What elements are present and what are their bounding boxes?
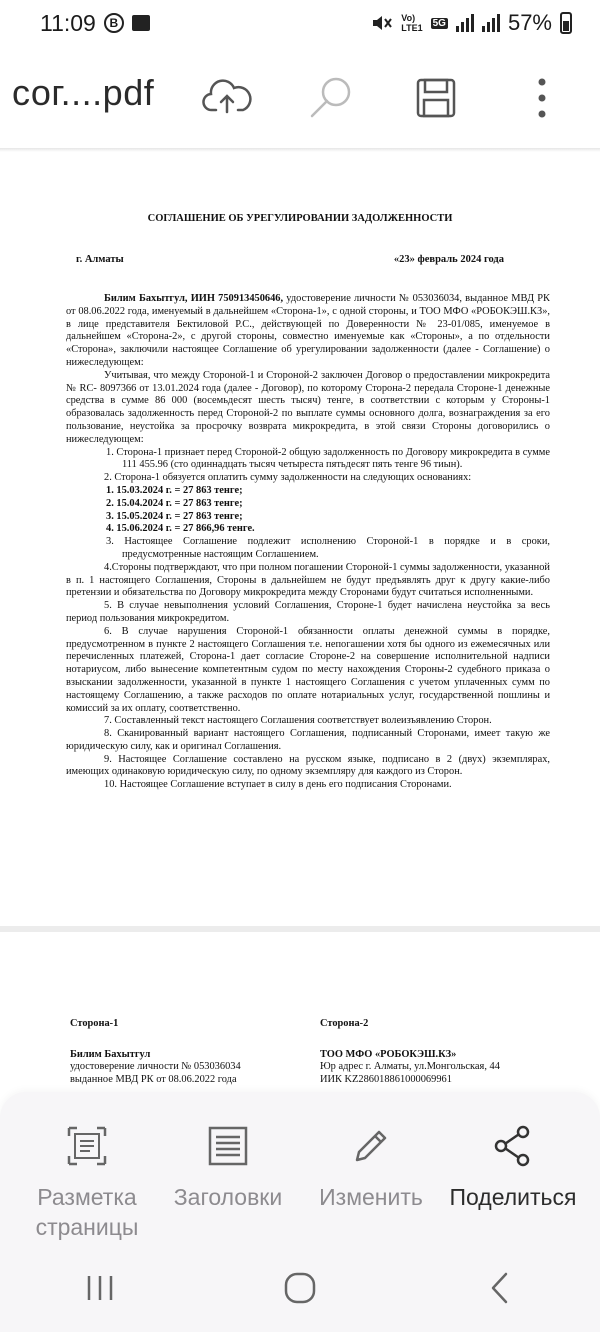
toolbar-shadow [0, 148, 600, 152]
viewer-toolbar [0, 62, 600, 132]
5g-badge: 5G [432, 17, 446, 29]
search-icon[interactable] [306, 74, 356, 124]
clause-2: 2. Сторона-1 обязуется оплатить сумму задолженности на следующих основаниях: [104, 472, 472, 484]
battery-icon [560, 12, 572, 34]
system-navigation-bar [0, 1244, 600, 1332]
network-top: Vo) [401, 13, 416, 23]
save-icon[interactable] [414, 76, 458, 120]
signal-icon [456, 14, 474, 32]
back-button[interactable] [460, 1258, 540, 1318]
document-title[interactable]: сог....pdf [12, 72, 155, 113]
document-date: «23» февраль 2024 года [393, 254, 504, 265]
battery-percent: 57% [507, 10, 552, 35]
party2-name: ТОО МФО «РОБОКЭШ.КЗ» [320, 1048, 457, 1060]
document-heading: СОГЛАШЕНИЕ ОБ УРЕГУЛИРОВАНИИ ЗАДОЛЖЕННОСТИ [147, 213, 453, 224]
home-button[interactable] [260, 1258, 340, 1318]
edit-button[interactable] [296, 1124, 446, 1212]
document-city: г. Алматы [76, 254, 124, 265]
clause-4: 4.Стороны подтверждают, что при полном погашении Стороной-1 суммы задолженности, указанной в п. 1 настоящего Соглашения, Стороны в дальнейшем не будут предъявлять друг к другу какие-либо претензии и обязательства по Договору микрокредита между Сторонами будут считаться исполненными. [66, 561, 550, 599]
party1-line1: удостоверение личности № 053036034 [70, 1061, 241, 1073]
recent-apps-icon [83, 1273, 117, 1303]
network-type [401, 13, 422, 33]
network-bottom: LTE1 [401, 23, 423, 33]
signature-party-1 [70, 1018, 241, 1086]
signature-party-2 [320, 1018, 500, 1086]
headings-button[interactable] [153, 1124, 303, 1212]
page-separator [0, 926, 600, 932]
more-icon[interactable] [534, 76, 550, 120]
party2-line2: ИИК KZ286018861000069961 [320, 1073, 452, 1085]
page-layout-button[interactable] [12, 1124, 162, 1242]
share-button[interactable] [438, 1124, 588, 1212]
clause-3: 3. Настоящее Соглашение подлежит исполнению Стороной-1 в порядке и в сроки, предусмотренные настоящим Соглашением. [106, 536, 550, 560]
place-date-row [76, 254, 504, 265]
document-body [66, 293, 550, 792]
headings-icon [206, 1124, 250, 1168]
payment-line: 3. 15.05.2024 г. = 27 863 тенге; [106, 510, 243, 522]
whereas-paragraph: Учитывая, что между Стороной-1 и Стороной-2 заключен Договор о предоставлении микрокредита № RC- 8097366 от 13.01.2024 года (далее - Договор), по которому Сторона-2 передала Стороне-1 денежные средства в сумме 86 000 (восемьдесят шесть тысяч) тенге, в соответствии с которым у Стороны-1 образовалась задолженность перед Стороной-2 по выплате суммы основного долга, вознаграждения за его пользование, неустойка за просрочку возврата микрокредита, в этой связи Стороны договорились о нижеследующем: [66, 369, 550, 445]
clause-9: 9. Настоящее Соглашение составлено на русском языке, подписано в 2 (двух) экземплярах, имеющих одинаковую юридическую силу, по одному экземпляру для каждого из Сторон. [66, 753, 550, 778]
clause-5: 5. В случае невыполнения условий Соглашения, Стороне-1 будет начислена неустойка за весь период пользования микрокредитом. [66, 600, 550, 624]
party1-line2: выданное МВД РК от 08.06.2022 года [70, 1073, 237, 1085]
party-name: Билим Бахытгул, ИИН 750913450646, [104, 293, 284, 304]
status-time: 11:09 [40, 9, 96, 36]
home-icon [283, 1271, 317, 1305]
edit-label: Изменить [319, 1184, 423, 1210]
back-icon [488, 1271, 512, 1305]
clause-10: 10. Настоящее Соглашение вступает в силу в день его подписания Сторонами. [104, 779, 452, 791]
intro-text: удостоверение личности № 053036034, выданное МВД РК от 08.06.2022 года, именуемый в дальнейшем «Сторона-1», с одной стороны, и ТОО МФО «РОБОКЭШ.КЗ», в лице представителя Бектиловой Р.С., действующей по Доверенности № 23-01/085, именуемое в дальнейшем «Сторона-2», с другой стороны, совместно именуемые как «Стороны», а по отдельности «Сторона», заключили настоящее Соглашение об урегулировании задолженности (далее - Соглашение) о нижеследующем: [66, 293, 550, 368]
gallery-notification-icon [132, 15, 150, 31]
payment-line: 4. 15.06.2024 г. = 27 866,96 тенге. [106, 523, 255, 535]
party1-header: Сторона-1 [70, 1018, 119, 1029]
edit-pencil-icon [349, 1124, 393, 1168]
clause-7: 7. Составленный текст настоящего Соглашения соответствует волеизъявлению Сторон. [104, 715, 492, 727]
intro-paragraph [66, 293, 550, 370]
mute-icon [371, 13, 393, 33]
share-label: Поделиться [449, 1184, 577, 1210]
signal-icon-2 [482, 14, 500, 32]
page-layout-icon [65, 1124, 109, 1168]
payment-line: 1. 15.03.2024 г. = 27 863 тенге; [106, 484, 243, 496]
party1-name: Билим Бахытгул [70, 1048, 151, 1060]
share-icon [491, 1124, 535, 1168]
clause-8: 8. Сканированный вариант настоящего Соглашения, подписанный Сторонами, имеет такую же юридическую силу, как и оригинал Соглашения. [66, 728, 550, 752]
bottom-action-sheet [0, 1092, 600, 1252]
headings-label: Заголовки [173, 1184, 283, 1210]
page-layout-label: Разметка страницы [35, 1184, 139, 1240]
status-bar [0, 0, 600, 46]
clause-6: 6. В случае нарушения Стороной-1 обязанности оплаты денежной суммы в порядке, предусмотренном в пункте 2 настоящего Соглашения т.е. непогашении хотя бы одного из ежемесячных или перечисленных платежей, Сторона-1 дает согласие Стороне-2 на совершение исполнительной надписи нотариусом, либо вынесение компетентным судом по месту нахождения Стороны-2 судебного приказа о взыскании задолженности, указанной в пункте 1 настоящего Соглашения с учетом уплаченных сумм по настоящему Соглашению, а также расходов по оплате нотариальных услуг, государственной пошлины и комиссий за их оплату, соответственно. [66, 625, 550, 714]
cloud-upload-icon[interactable] [202, 76, 252, 116]
clause-1: 1. Сторона-1 признает перед Стороной-2 общую задолженность по Договору микрокредита в сумме 111 455.96 (сто одиннадцать тысяч четыреста пятьдесят пять тенге 96 тиын). [106, 446, 550, 471]
recent-apps-button[interactable] [60, 1258, 140, 1318]
payment-line: 2. 15.04.2024 г. = 27 863 тенге; [106, 497, 243, 509]
party2-line1: Юр адрес г. Алматы, ул.Монгольская, 44 [320, 1061, 500, 1073]
party2-header: Сторона-2 [320, 1018, 369, 1029]
b-indicator-icon: B [104, 13, 124, 33]
